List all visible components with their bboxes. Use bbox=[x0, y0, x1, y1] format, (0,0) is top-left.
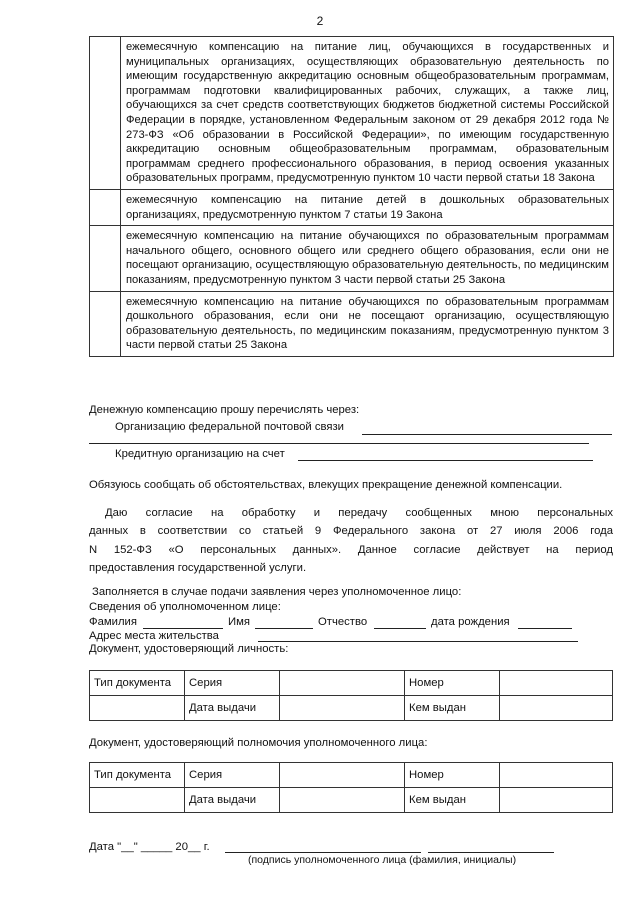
authority-document-table bbox=[89, 762, 613, 813]
option-row bbox=[90, 37, 614, 190]
option-text: ежемесячную компенсацию на питание обучающихся по образовательным программам начального общего, основного общего или среднего общего образования, если они не посещают организацию, осуществляющую образовательную деятельность, по медицинским показаниям, предусмотренную пунктом 3 части первой статьи 25 Закона bbox=[121, 226, 614, 291]
number-field[interactable] bbox=[500, 671, 613, 696]
option-text: ежемесячную компенсацию на питание обучающихся по образовательным программам дошкольного образования, если они не посещают организацию, осуществляющую образовательную деятельность, по медицинским показаниям, предусмотренную пунктом 3 части первой статьи 25 Закона bbox=[121, 291, 614, 356]
issued-by-field[interactable] bbox=[500, 696, 613, 721]
issue-date-label: Дата выдачи bbox=[185, 696, 280, 721]
number-label: Номер bbox=[405, 763, 500, 788]
option-checkbox[interactable] bbox=[90, 37, 121, 190]
credit-org-label: Кредитную организацию на счет bbox=[115, 448, 285, 460]
issued-by-label: Кем выдан bbox=[405, 788, 500, 813]
issue-date-field[interactable] bbox=[280, 788, 405, 813]
number-field[interactable] bbox=[500, 763, 613, 788]
identity-doc-heading: Документ, удостоверяющий личность: bbox=[89, 643, 289, 655]
post-office-label: Организацию федеральной почтовой связи bbox=[115, 421, 344, 433]
signature-hint: (подпись уполномоченного лица (фамилия, инициалы) bbox=[248, 854, 517, 866]
compensation-options-table bbox=[89, 36, 614, 357]
post-office-field-continued[interactable] bbox=[89, 443, 589, 444]
patronymic-label: Отчество bbox=[318, 616, 368, 628]
name-label: Имя bbox=[228, 616, 251, 628]
date-label: Дата "__" _____ 20__ г. bbox=[89, 841, 210, 853]
authority-doc-heading: Документ, удостоверяющий полномочия уполномоченного лица: bbox=[89, 737, 428, 749]
surname-field[interactable] bbox=[143, 628, 223, 629]
representative-intro: Заполняется в случае подачи заявления через уполномоченное лицо: bbox=[92, 586, 462, 598]
obligation-text: Обязуюсь сообщать об обстоятельствах, влекущих прекращение денежной компенсации. bbox=[89, 479, 563, 491]
surname-label: Фамилия bbox=[89, 616, 137, 628]
option-checkbox[interactable] bbox=[90, 291, 121, 356]
option-row bbox=[90, 291, 614, 356]
option-text: ежемесячную компенсацию на питание детей в дошкольных образовательных организациях, предусмотренную пунктом 7 статьи 19 Закона bbox=[121, 189, 614, 225]
number-label: Номер bbox=[405, 671, 500, 696]
consent-line: Даю согласие на обработку и передачу сообщенных мною персональных bbox=[105, 507, 613, 519]
identity-document-table bbox=[89, 670, 613, 721]
doc-type-label: Тип документа bbox=[90, 671, 185, 696]
series-field[interactable] bbox=[280, 671, 405, 696]
consent-line: N 152-ФЗ «О персональных данных». Данное согласие действует на период bbox=[89, 544, 613, 556]
issue-date-field[interactable] bbox=[280, 696, 405, 721]
credit-account-field[interactable] bbox=[298, 460, 593, 461]
page-number: 2 bbox=[316, 14, 324, 28]
option-row bbox=[90, 189, 614, 225]
option-checkbox[interactable] bbox=[90, 189, 121, 225]
signer-name-field[interactable] bbox=[428, 852, 554, 853]
post-office-field[interactable] bbox=[362, 434, 612, 435]
issued-by-field[interactable] bbox=[500, 788, 613, 813]
representative-info-heading: Сведения об уполномоченном лице: bbox=[89, 601, 281, 613]
option-text: ежемесячную компенсацию на питание лиц, обучающихся в государственных и муниципальных организациях, осуществляющих образовательную деятельность по имеющим государственную аккредитацию основным общеобразовательным программам, программам подготовки квалифицированных рабочих, служащих, а также лиц, обучающихся за счет средств соответствующих бюджетов бюджетной системы Российской Федерации в порядке, установленном Федеральным законом от 29 декабря 2012 года № 273-ФЗ «Об образовании в Российской Федерации», по имеющим государственную аккредитацию основным общеобразовательным программам, образовательным программам среднего профессионального образования, в период освоения указанных образовательных программ, предусмотренную пунктом 10 части первой статьи 18 Закона bbox=[121, 37, 614, 190]
series-field[interactable] bbox=[280, 763, 405, 788]
birthdate-label: дата рождения bbox=[431, 616, 510, 628]
consent-line: предоставления государственной услуги. bbox=[89, 562, 307, 574]
patronymic-field[interactable] bbox=[374, 628, 426, 629]
option-row bbox=[90, 226, 614, 291]
series-label: Серия bbox=[185, 763, 280, 788]
issued-by-label: Кем выдан bbox=[405, 696, 500, 721]
signature-field[interactable] bbox=[225, 852, 421, 853]
doc-type-field[interactable] bbox=[90, 696, 185, 721]
doc-type-field[interactable] bbox=[90, 788, 185, 813]
consent-line: данных в соответствии со статьей 9 Федерального закона от 27 июля 2006 года bbox=[89, 525, 613, 537]
address-label: Адрес места жительства bbox=[89, 630, 219, 642]
issue-date-label: Дата выдачи bbox=[185, 788, 280, 813]
birthdate-field[interactable] bbox=[518, 628, 572, 629]
doc-type-label: Тип документа bbox=[90, 763, 185, 788]
name-field[interactable] bbox=[255, 628, 313, 629]
series-label: Серия bbox=[185, 671, 280, 696]
address-field[interactable] bbox=[258, 641, 578, 642]
option-checkbox[interactable] bbox=[90, 226, 121, 291]
payment-heading: Денежную компенсацию прошу перечислять через: bbox=[89, 404, 360, 416]
